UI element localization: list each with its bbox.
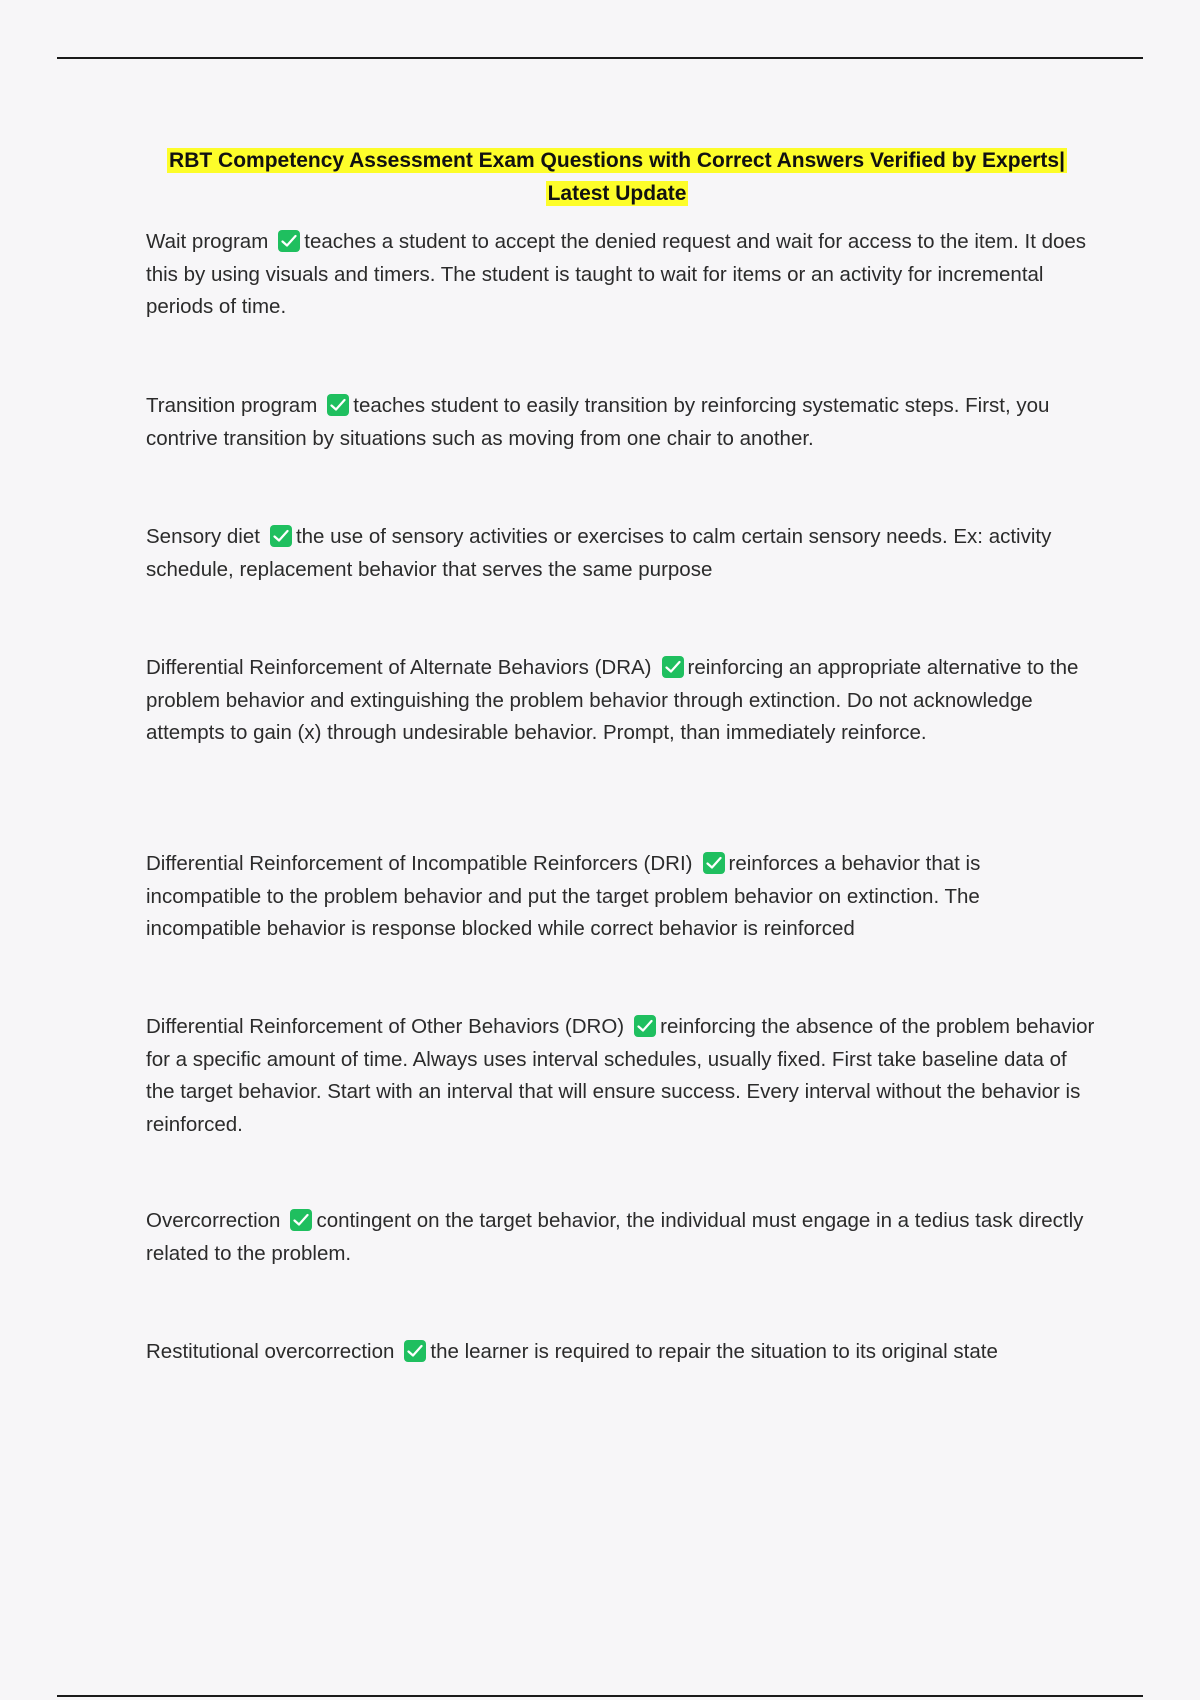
entry-definition: the use of sensory activities or exercises to calm certain sensory needs. Ex: activity schedule, replacement behavior that serves the same purpose bbox=[146, 525, 1052, 581]
entry-definition: teaches student to easily transition by reinforcing systematic steps. First, you contrive transition by situations such as moving from one chair to another. bbox=[146, 394, 1050, 450]
entry-term: Differential Reinforcement of Incompatible Reinforcers (DRI) bbox=[146, 852, 693, 875]
check-mark-icon bbox=[270, 525, 292, 547]
entry-term: Wait program bbox=[146, 230, 269, 253]
document-title bbox=[120, 144, 1114, 210]
qa-entry bbox=[146, 652, 1096, 750]
check-mark-icon bbox=[703, 852, 725, 874]
check-mark-icon bbox=[278, 230, 300, 252]
check-mark-icon bbox=[634, 1015, 656, 1037]
qa-entry bbox=[146, 1011, 1096, 1141]
check-mark-icon bbox=[327, 394, 349, 416]
check-mark-icon bbox=[662, 656, 684, 678]
qa-entry bbox=[146, 226, 1096, 324]
qa-entry bbox=[146, 1336, 1096, 1369]
entry-definition: reinforcing the absence of the problem behavior for a specific amount of time. Always uses interval schedules, usually fixed. First take baseline data of the target behavior. Start with an interval that will ensure success. Every interval without the behavior is reinforced. bbox=[146, 1015, 1095, 1136]
entry-term: Transition program bbox=[146, 394, 318, 417]
entry-term: Differential Reinforcement of Alternate Behaviors (DRA) bbox=[146, 656, 652, 679]
check-mark-icon bbox=[404, 1340, 426, 1362]
entry-definition: reinforces a behavior that is incompatible to the problem behavior and put the target problem behavior on extinction. The incompatible behavior is response blocked while correct behavior is reinforced bbox=[146, 852, 981, 940]
check-mark-icon bbox=[290, 1209, 312, 1231]
title-line-1: RBT Competency Assessment Exam Questions with Correct Answers Verified by Experts| bbox=[169, 149, 1065, 172]
entry-definition: teaches a student to accept the denied request and wait for access to the item. It does this by using visuals and timers. The student is taught to wait for items or an activity for incremental periods of time. bbox=[146, 230, 1087, 318]
bottom-rule bbox=[57, 1695, 1143, 1697]
title-line-2: Latest Update bbox=[547, 182, 687, 205]
top-rule bbox=[57, 57, 1143, 59]
entry-definition: contingent on the target behavior, the individual must engage in a tedius task directly related to the problem. bbox=[146, 1209, 1084, 1265]
entry-term: Overcorrection bbox=[146, 1209, 281, 1232]
qa-entry bbox=[146, 521, 1096, 586]
entry-definition: reinforcing an appropriate alternative to the problem behavior and extinguishing the problem behavior through extinction. Do not acknowledge attempts to gain (x) through undesirable behavior. Prompt, than immediately reinforce. bbox=[146, 656, 1079, 744]
qa-entry bbox=[146, 390, 1096, 455]
qa-entry bbox=[146, 1205, 1096, 1270]
entry-term: Restitutional overcorrection bbox=[146, 1340, 395, 1363]
entry-term: Differential Reinforcement of Other Behaviors (DRO) bbox=[146, 1015, 625, 1038]
entry-term: Sensory diet bbox=[146, 525, 260, 548]
qa-entry bbox=[146, 848, 1096, 946]
entry-definition: the learner is required to repair the situation to its original state bbox=[430, 1340, 998, 1363]
